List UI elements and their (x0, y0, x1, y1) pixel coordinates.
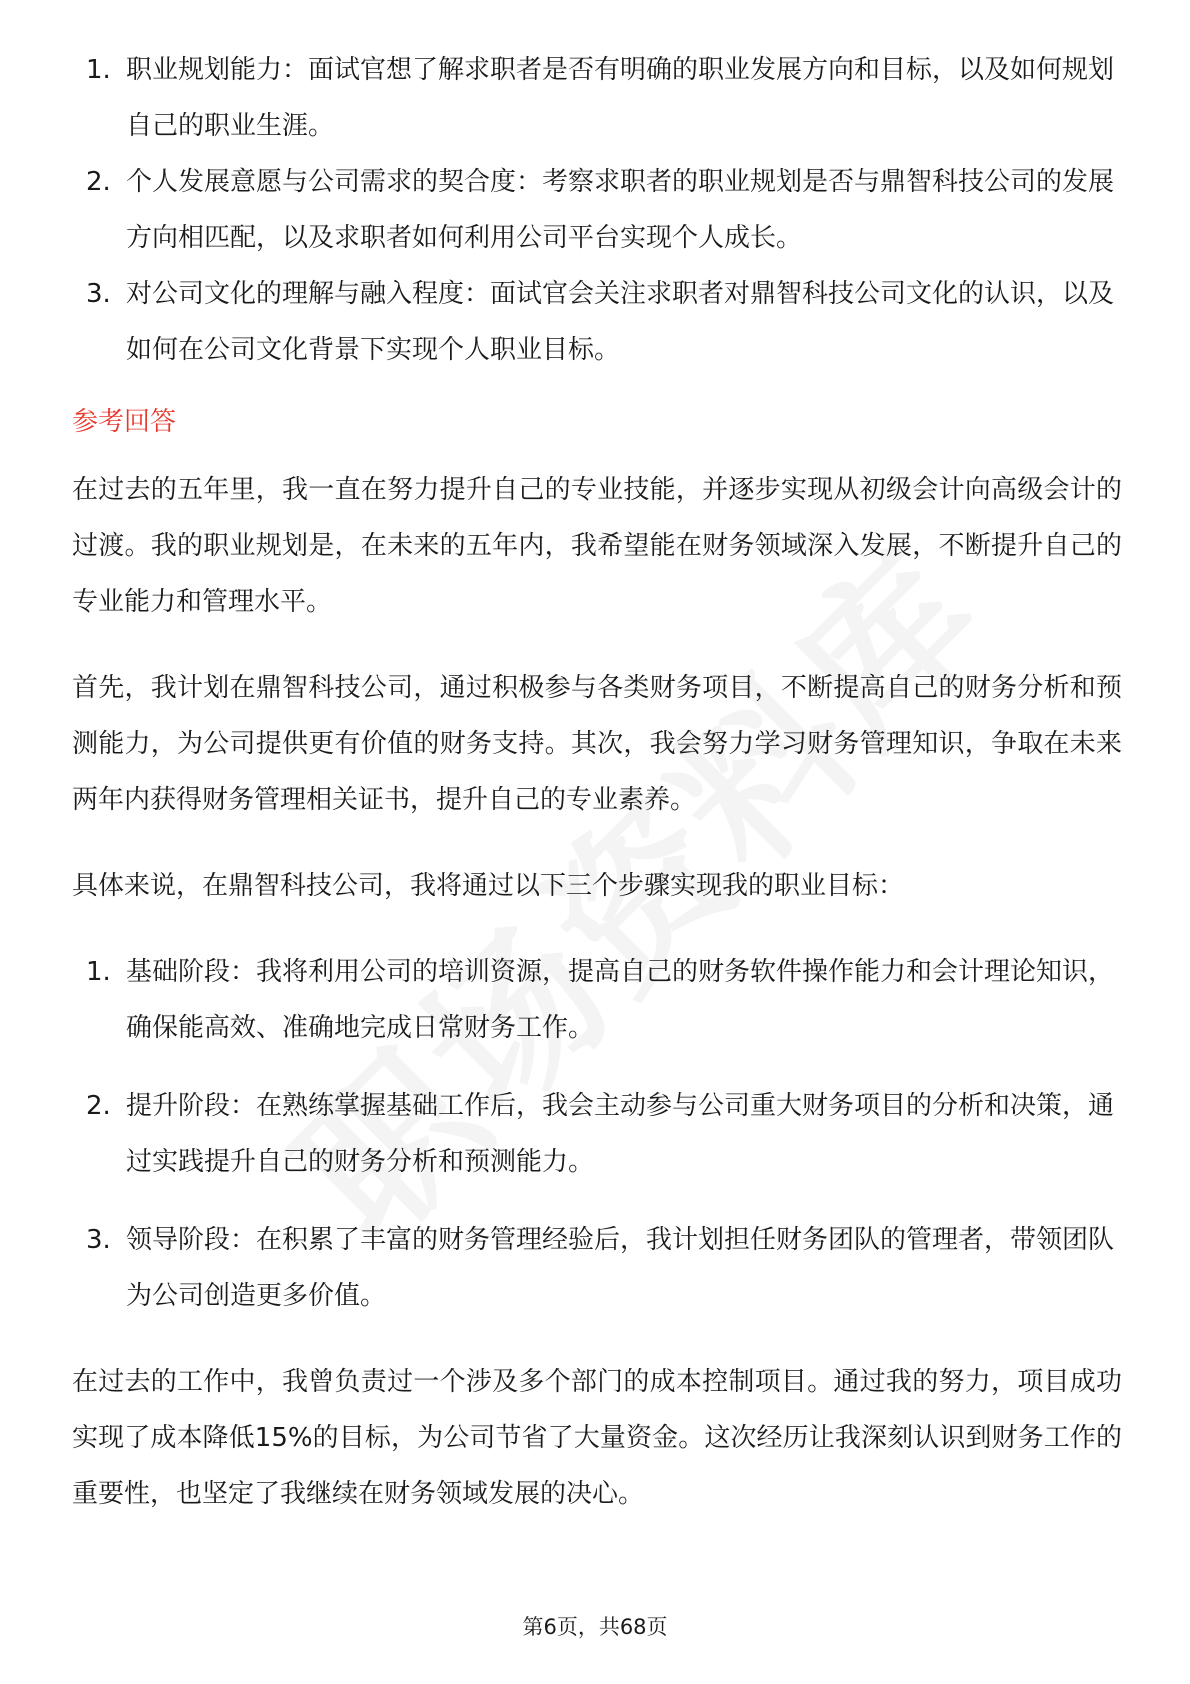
list-number: 2. (86, 1091, 111, 1121)
list-item-text: 提升阶段：在熟练掌握基础工作后，我会主动参与公司重大财务项目的分析和决策，通过实践提升自己的财务分析和预测能力。 (126, 1091, 1115, 1177)
evaluation-point-item (72, 42, 1122, 154)
page-footer (0, 1612, 1190, 1642)
list-item-text: 基础阶段：我将利用公司的培训资源，提高自己的财务软件操作能力和会计理论知识，确保能高效、准确地完成日常财务工作。 (126, 957, 1115, 1043)
list-number: 2. (86, 167, 111, 197)
list-item-text: 对公司文化的理解与融入程度：面试官会关注求职者对鼎智科技公司文化的认识，以及如何在公司文化背景下实现个人职业目标。 (126, 279, 1115, 365)
list-number: 3. (86, 1225, 111, 1255)
paragraph: 在过去的五年里，我一直在努力提升自己的专业技能，并逐步实现从初级会计向高级会计的过渡。我的职业规划是，在未来的五年内，我希望能在财务领域深入发展，不断提升自己的专业能力和管理水平。 (72, 475, 1122, 617)
paragraph: 首先，我计划在鼎智科技公司，通过积极参与各类财务项目，不断提高自己的财务分析和预测能力，为公司提供更有价值的财务支持。其次，我会努力学习财务管理知识，争取在未来两年内获得财务管理相关证书，提升自己的专业素养。 (72, 673, 1122, 815)
evaluation-point-item (72, 154, 1122, 266)
list-item-text: 领导阶段：在积累了丰富的财务管理经验后，我计划担任财务团队的管理者，带领团队为公司创造更多价值。 (126, 1225, 1115, 1311)
paragraph: 在过去的工作中，我曾负责过一个涉及多个部门的成本控制项目。通过我的努力，项目成功实现了成本降低15%的目标，为公司节省了大量资金。这次经历让我深刻认识到财务工作的重要性，也坚定了我继续在财务领域发展的决心。 (72, 1367, 1122, 1509)
page-number: 第6页，共68页 (522, 1615, 668, 1639)
list-number: 1. (86, 55, 111, 85)
evaluation-point-list (72, 42, 1122, 378)
content-area (72, 42, 1122, 1552)
list-number: 3. (86, 279, 111, 309)
step-list (72, 944, 1122, 1324)
list-item-text: 职业规划能力：面试官想了解求职者是否有明确的职业发展方向和目标，以及如何规划自己的职业生涯。 (126, 55, 1115, 141)
section-heading: 参考回答 (72, 407, 177, 437)
list-item-text: 个人发展意愿与公司需求的契合度：考察求职者的职业规划是否与鼎智科技公司的发展方向相匹配，以及求职者如何利用公司平台实现个人成长。 (126, 167, 1115, 253)
step-item (72, 1212, 1122, 1324)
list-number: 1. (86, 957, 111, 987)
evaluation-point-item (72, 266, 1122, 378)
step-item (72, 1078, 1122, 1190)
paragraph: 具体来说，在鼎智科技公司，我将通过以下三个步骤实现我的职业目标： (72, 871, 905, 901)
step-item (72, 944, 1122, 1056)
